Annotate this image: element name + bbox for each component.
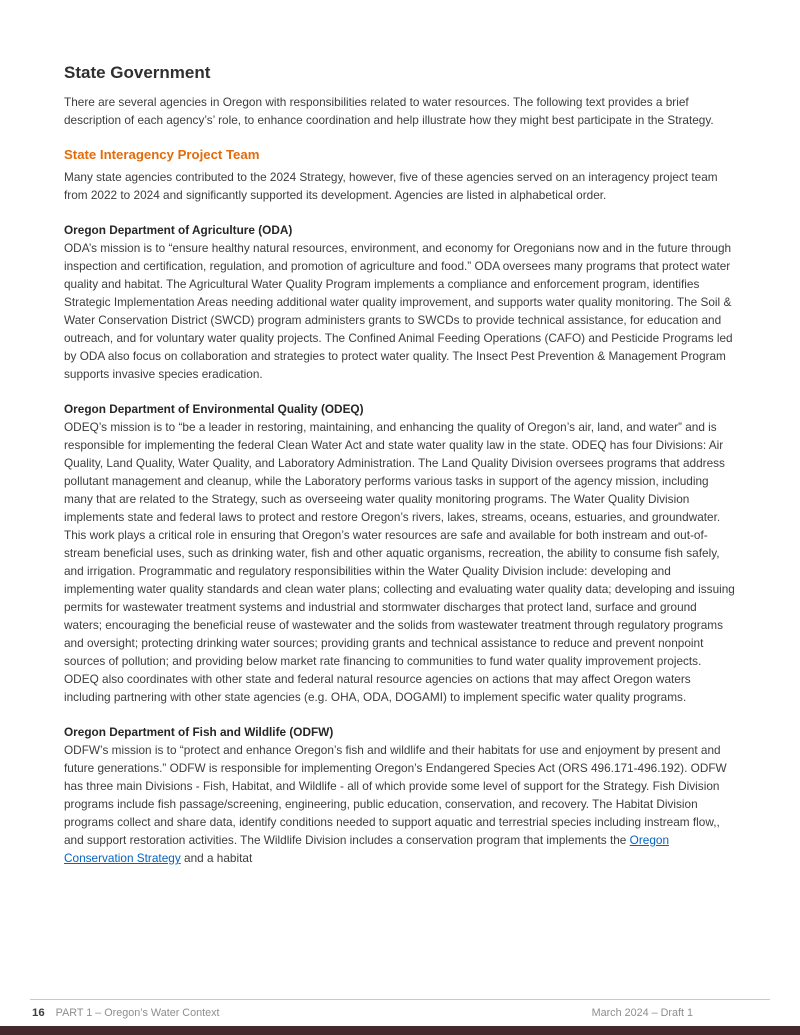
agency-section-odeq [64, 400, 736, 706]
agency-heading-oda: Oregon Department of Agriculture (ODA) [64, 223, 293, 237]
oregon-conservation-strategy-link[interactable]: Oregon Conservation Strategy [64, 833, 670, 865]
page-content [64, 0, 736, 884]
agency-paragraph-oda: ODA’s mission is to “ensure healthy natural resources, environment, and economy for Oregonians now and in the future through inspection and certification, regulation, and promotion of agriculture and food.” ODA oversees many programs that protect water quality and habitat. The Agricultural Water Quality Program implements a compliance and enforcement program, identifies Strategic Implementation Areas needing additional water quality improvement, and supports water quality monitoring. The Soil & Water Conservation District (SWCD) program administers grants to SWCDs to provide technical assistance, for education and outreach, and for voluntary water quality projects. The Confined Animal Feeding Operations (CAFO) and Pesticide Programs led by ODA also focus on collaboration and strategies to protect water quality. The Insect Pest Prevention & Management Program supports invasive species eradication. [64, 241, 733, 381]
intro-paragraph: There are several agencies in Oregon with responsibilities related to water resources. The following text provides a brief description of each agency’s’ role, to enhance coordination and help illustrate how they might best participate in the Strategy. [64, 95, 714, 127]
footer-right-text: March 2024 – Draft 1 [591, 1007, 693, 1019]
interagency-paragraph: Many state agencies contributed to the 2024 Strategy, however, five of these agencies served on an interagency project team from 2022 to 2024 and significantly supported its development. Agencies are listed in alphabetical order. [64, 170, 718, 202]
odfw-text-before-link: ODFW’s mission is to “protect and enhance Oregon’s fish and wildlife and their habitats for use and enjoyment by present and future generations.” ODFW is responsible for implementing Oregon’s Endangered Species Act (ORS 496.171-496.192). ODFW has three main Divisions - Fish, Habitat, and Wildlife - all of which provide some level of support for the Strategy. Fish Division programs include fish passage/screening, engineering, public education, conservation, and recovery. The Habitat Division programs collect and share data, identify conditions needed to support aquatic and terrestrial species including instream flow,, and support restoration activities. The Wildlife Division includes a conservation program that implements the [64, 743, 727, 847]
agency-section-odfw [64, 723, 736, 867]
footer-left [32, 1006, 220, 1020]
agency-heading-odeq: Oregon Department of Environmental Quality (ODEQ) [64, 402, 364, 416]
agency-heading-odfw: Oregon Department of Fish and Wildlife (ODFW) [64, 725, 334, 739]
odfw-text-after-link: and a habitat [180, 851, 253, 865]
page-title: State Government [64, 63, 211, 82]
page-number: 16 [32, 1007, 45, 1019]
agency-paragraph-odeq: ODEQ’s mission is to “be a leader in restoring, maintaining, and enhancing the quality of Oregon’s air, land, and water” and is responsible for implementing the federal Clean Water Act and state water quality law in the state. ODEQ has four Divisions: Air Quality, Land Quality, Water Quality, and Laboratory Administration. The Land Quality Division oversees programs that address pollutant management and cleanup, while the Laboratory performs various tasks in support of the agency mission, including many that are related to the Strategy, such as overseeing water quality monitoring programs. The Water Quality Division implements state and federal laws to protect and restore Oregon’s rivers, lakes, streams, oceans, estuaries, and groundwater. This work plays a critical role in ensuring that Oregon’s water resources are safe and available for both instream and out-of-stream beneficial uses, such as drinking water, fish and other aquatic organisms, recreation, the ability to consume fish safely, and irrigation. Programmatic and regulatory responsibilities within the Water Quality Division include: developing and implementing water quality standards and clean water plans; collecting and evaluating water quality data; developing and issuing permits for wastewater treatment systems and industrial and stormwater discharges that protect land, surface and ground waters; encouraging the beneficial reuse of wastewater and the solids from wastewater treatment through regulatory programs and oversight; protecting drinking water sources; providing grants and technical assistance to reduce and prevent nonpoint sources of pollution; and providing below market rate financing to communities to fund water quality improvement projects. ODEQ also coordinates with other state and federal natural resource agencies on actions that may affect Oregon waters including partnering with other state agencies (e.g. OHA, ODA, DOGAMI) to implement specific water quality programs. [64, 420, 735, 704]
agency-section-oda [64, 221, 736, 383]
footer-left-text: PART 1 – Oregon’s Water Context [55, 1007, 220, 1019]
page-footer [32, 1006, 693, 1020]
page-bottom-bar [0, 1026, 800, 1035]
footer-divider [30, 999, 770, 1000]
section-heading-interagency: State Interagency Project Team [64, 147, 260, 162]
agency-paragraph-odfw [64, 741, 736, 867]
